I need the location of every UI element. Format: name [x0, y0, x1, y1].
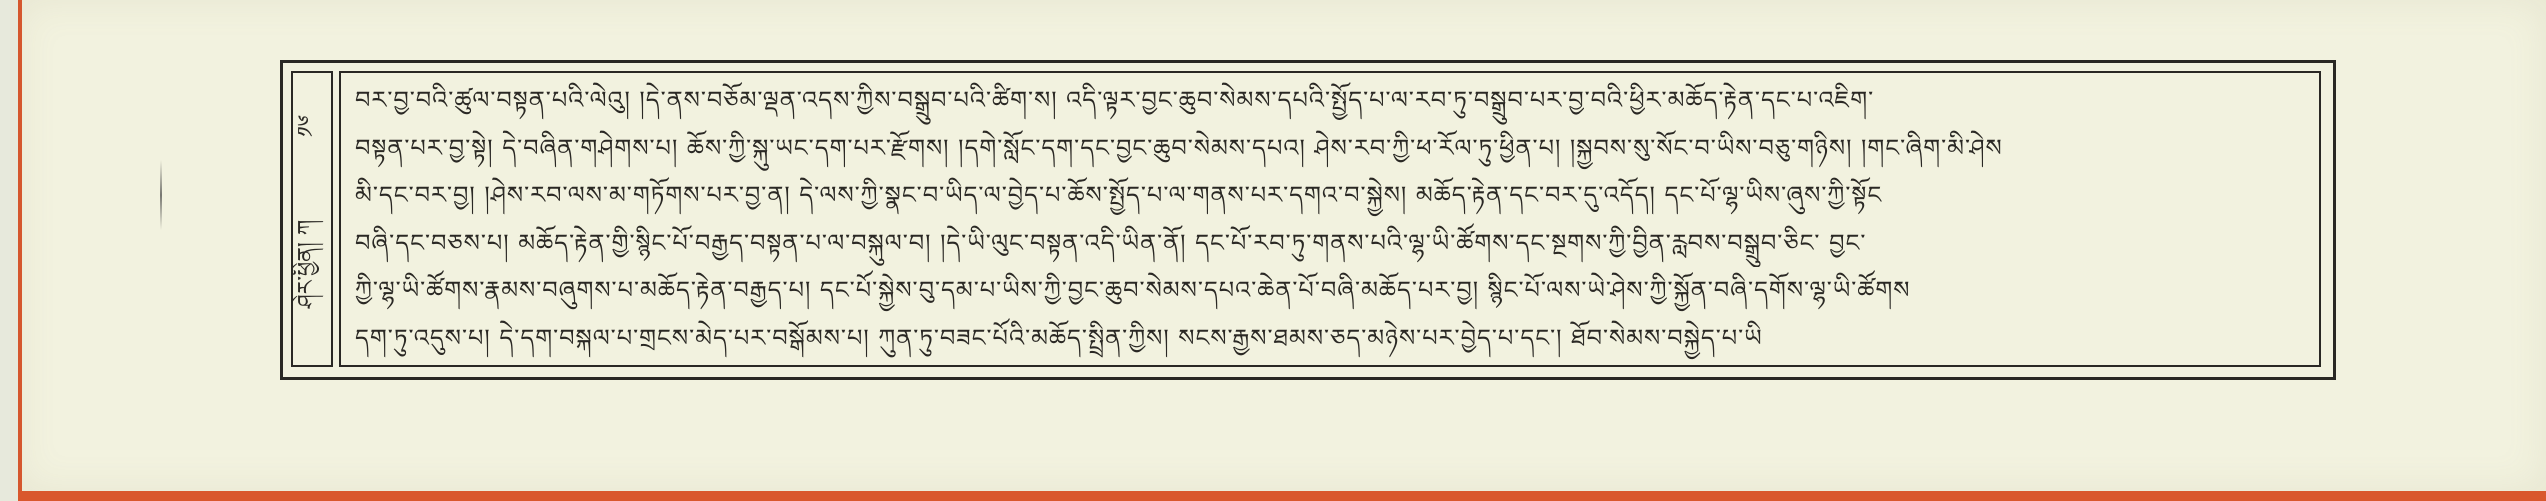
text-block [355, 77, 2311, 363]
text-frame [280, 60, 2336, 380]
text-line-3: མི་དང་བར་བྱ། །ཤེས་རབ་ལས་མ་གཏོགས་པར་བྱ་ན། དེ་ལས་ཀྱི་སྣང་བ་ཡིད་ལ་བྱེད་པ་ཆོས་སྤྱོད་པ་ལ་གནས་པར་དགའ་བ་སྐྱེས། མཆོད་རྟེན་དང་བར་དུ་འདོད། དང་པོ་ལྷ་ཡིས་ཞུས་ཀྱི་སྟོང [355, 181, 1883, 209]
margin-panel [291, 71, 333, 367]
text-line-1: བར་བྱ་བའི་ཚུལ་བསྟན་པའི་ལེའུ། །དེ་ནས་བཅོམ་ལྡན་འདས་ཀྱིས་བསྒྲུབ་པའི་ཚིག་ས། འདི་ལྟར་བྱང་ཆུབ་སེམས་དཔའི་སྤྱོད་པ་ལ་རབ་ཏུ་བསྒྲུབ་པར་བྱ་བའི་ཕྱིར་མཆོད་རྟེན་དང་པ་འཇིག་ [355, 86, 1875, 114]
margin-title: ཤེར་ཕྱིན། ཀ [294, 219, 319, 309]
ink-mark [160, 160, 162, 230]
left-page-edge [18, 0, 22, 501]
text-line-5: ཀྱི་ལྷ་ཡི་ཚོགས་རྣམས་བཞུགས་པ་མཆོད་རྟེན་བརྒྱད་པ། དང་པོ་སྐྱེས་བུ་དམ་པ་ཡིས་ཀྱི་བྱང་ཆུབ་སེམས་དཔའ་ཆེན་པོ་བཞི་མཆོད་པར་བྱ། སྙིང་པོ་ལས་ཡེ་ཤེས་ཀྱི་སྐྱོན་བཞི་དགོས་ལྷ་ཡི་ཚོགས [355, 276, 1911, 304]
text-line-2: བསྟན་པར་བྱ་སྟེ། དེ་བཞིན་གཤེགས་པ། ཆོས་ཀྱི་སྐུ་ཡང་དག་པར་རྫོགས། །དགེ་སློང་དག་དང་བྱང་ཆུབ་སེམས་དཔའ། ཤེས་རབ་ཀྱི་ཕ་རོལ་ཏུ་ཕྱིན་པ། །སྐྱབས་སུ་སོང་བ་ཡིས་བཅུ་གཉིས། །གང་ཞིག་མི་ཤེས [355, 133, 2003, 162]
text-line-4: བཞི་དང་བཅས་པ། མཆོད་རྟེན་གྱི་སྙིང་པོ་བརྒྱད་བསྟན་པ་ལ་བསྐུལ་བ། །དེ་ཡི་ལུང་བསྟན་འདི་ཡིན་ནོ། དང་པོ་རབ་ཏུ་གནས་པའི་ལྷ་ཡི་ཚོགས་དང་སྔགས་ཀྱི་བྱིན་རླབས་བསྒྲུབ་ཅིང་ བྱང་ [355, 228, 1867, 257]
folio-number: ༡༦ [294, 114, 319, 138]
bottom-page-edge [18, 491, 2546, 501]
text-area [339, 71, 2321, 367]
manuscript-sheet [18, 0, 2546, 501]
text-line-6: དག་ཏུ་འདུས་པ། དེ་དག་བསྐལ་པ་གྲངས་མེད་པར་བསྒོམས་པ། ཀུན་ཏུ་བཟང་པོའི་མཆོད་སྤྲིན་ཀྱིས། སངས་རྒྱས་ཐམས་ཅད་མཉེས་པར་བྱེད་པ་དང་། ཐོབ་སེམས་བསྐྱེད་པ་ཡི [355, 323, 1763, 352]
